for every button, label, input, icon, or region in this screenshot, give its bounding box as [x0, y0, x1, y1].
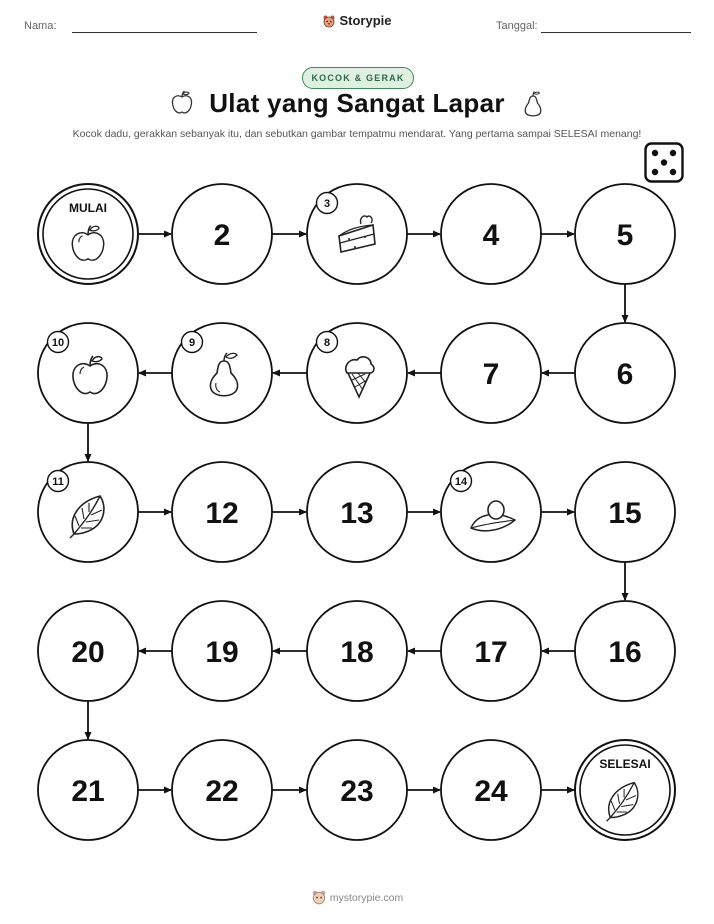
board-space-24[interactable]: [441, 740, 541, 840]
footer-url: mystorypie.com: [329, 892, 404, 904]
space-number-badge: [48, 332, 69, 353]
board-space-7[interactable]: [441, 323, 541, 423]
svg-text:3: 3: [323, 198, 331, 210]
board-space-6[interactable]: [575, 323, 675, 423]
board-space-15[interactable]: [575, 462, 675, 562]
space-number: 4: [482, 219, 500, 252]
space-number: 5: [616, 219, 634, 252]
space-number: 22: [205, 775, 239, 808]
space-number-badge: [48, 471, 69, 492]
space-number: 7: [482, 358, 500, 391]
board-space-14[interactable]: [441, 462, 541, 562]
board-space-10[interactable]: [38, 323, 138, 423]
board-space-22[interactable]: [172, 740, 272, 840]
board-space-12[interactable]: [172, 462, 272, 562]
board-space-1[interactable]: [38, 184, 138, 284]
board-space-19[interactable]: [172, 601, 272, 701]
board-space-2[interactable]: [172, 184, 272, 284]
space-number: 6: [616, 358, 634, 391]
brand-name: Storypie: [339, 13, 392, 28]
board-space-25[interactable]: [575, 740, 675, 840]
board-space-21[interactable]: [38, 740, 138, 840]
svg-text:8: 8: [323, 337, 331, 349]
board-space-13[interactable]: [307, 462, 407, 562]
space-number: 18: [340, 636, 374, 669]
finish-label: SELESAI: [599, 757, 651, 771]
space-number: 12: [205, 497, 239, 530]
footer: [0, 889, 714, 908]
board-space-18[interactable]: [307, 601, 407, 701]
storypie-logo-icon: [311, 889, 327, 908]
space-number: 17: [474, 636, 508, 669]
space-number: 24: [474, 775, 508, 808]
svg-text:10: 10: [51, 337, 65, 349]
board-space-11[interactable]: [38, 462, 138, 562]
space-number: 21: [71, 775, 105, 808]
board-space-4[interactable]: [441, 184, 541, 284]
space-number: 2: [213, 219, 231, 252]
space-number-badge: [317, 332, 338, 353]
name-label: Nama:: [24, 20, 57, 32]
space-number: 13: [340, 497, 374, 530]
space-number: 16: [608, 636, 642, 669]
space-number-badge: [451, 471, 472, 492]
start-label: MULAI: [69, 201, 107, 215]
board-space-16[interactable]: [575, 601, 675, 701]
board-space-23[interactable]: [307, 740, 407, 840]
instructions: Kocok dadu, gerakkan sebanyak itu, dan sebutkan gambar tempatmu mendarat. Yang pertama sampai SELESAI menang!: [72, 128, 642, 140]
board-space-3[interactable]: [307, 184, 407, 284]
board-space-20[interactable]: [38, 601, 138, 701]
space-number: 23: [340, 775, 374, 808]
page-title: Ulat yang Sangat Lapar: [209, 88, 505, 118]
svg-text:9: 9: [188, 337, 196, 349]
space-number: 19: [205, 636, 239, 669]
board-space-8[interactable]: [307, 323, 407, 423]
svg-text:11: 11: [52, 476, 64, 488]
space-number-badge: [317, 193, 338, 214]
space-number: 15: [608, 497, 642, 530]
space-number: 20: [71, 636, 105, 669]
board-space-5[interactable]: [575, 184, 675, 284]
date-label: Tanggal:: [496, 20, 538, 32]
board-space-17[interactable]: [441, 601, 541, 701]
space-number-badge: [182, 332, 203, 353]
category-tag: KOCOK & GERAK: [302, 67, 414, 89]
svg-text:14: 14: [454, 476, 468, 488]
board-space-9[interactable]: [172, 323, 272, 423]
